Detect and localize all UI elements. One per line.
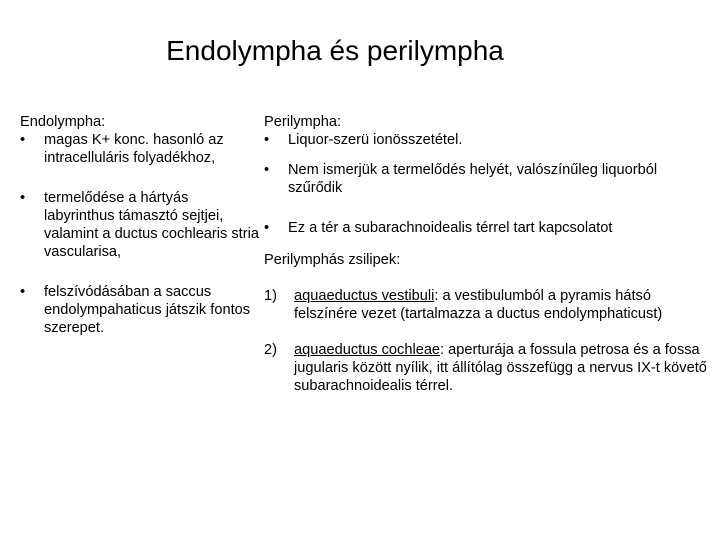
perilympha-item-1 bbox=[264, 131, 714, 149]
endolympha-item-3 bbox=[20, 283, 260, 337]
perilympha-subheading: Perilymphás zsilipek: bbox=[264, 252, 401, 268]
zsilip-description: : a vestibulumból a pyramis hátsó felszínére vezet (tartalmazza a ductus endolymphaticust) bbox=[294, 288, 663, 322]
perilympha-item-3 bbox=[264, 219, 714, 237]
endolympha-item-text: termelődése a hártyás labyrinthus támasztó sejtjei, valamint a ductus cochlearis stria vascularisa, bbox=[44, 190, 259, 260]
bullet-mark: • bbox=[20, 284, 26, 300]
number-mark: 1) bbox=[264, 288, 277, 304]
bullet-mark: • bbox=[264, 132, 270, 148]
endolympha-item-2 bbox=[20, 189, 260, 261]
zsilip-term: aquaeductus cochleae bbox=[294, 342, 441, 358]
perilympha-column bbox=[264, 113, 714, 395]
zsilip-item-1 bbox=[264, 287, 714, 323]
endolympha-heading: Endolympha: bbox=[20, 114, 106, 130]
endolympha-item-text: felszívódásában a saccus endolympahaticus játszik fontos szerepet. bbox=[44, 284, 251, 336]
bullet-mark: • bbox=[20, 132, 26, 148]
perilympha-heading: Perilympha: bbox=[264, 114, 342, 130]
bullet-mark: • bbox=[20, 190, 26, 206]
endolympha-item-1 bbox=[20, 131, 260, 167]
zsilip-item-2 bbox=[264, 341, 714, 395]
endolympha-item-text: magas K+ konc. hasonló az intracelluláris folyadékhoz, bbox=[44, 132, 224, 166]
zsilip-description: : aperturája a fossula petrosa és a fossa jugularis között nyílik, itt állítólag összefügg a nervus IX-t követő subarachnoidealis térrel. bbox=[294, 342, 707, 394]
number-mark: 2) bbox=[264, 342, 277, 358]
perilympha-item-text: Liquor-szerü ionösszetétel. bbox=[288, 132, 463, 148]
zsilip-term: aquaeductus vestibuli bbox=[294, 288, 435, 304]
perilympha-item-text: Nem ismerjük a termelődés helyét, valószínűleg liquorból szűrődik bbox=[288, 162, 658, 196]
slide-title: Endolympha és perilympha bbox=[166, 35, 504, 66]
perilympha-item-text: Ez a tér a subarachnoidealis térrel tart kapcsolatot bbox=[288, 220, 613, 236]
endolympha-column bbox=[20, 113, 260, 337]
bullet-mark: • bbox=[264, 220, 270, 236]
bullet-mark: • bbox=[264, 162, 270, 178]
perilympha-item-2 bbox=[264, 161, 714, 197]
